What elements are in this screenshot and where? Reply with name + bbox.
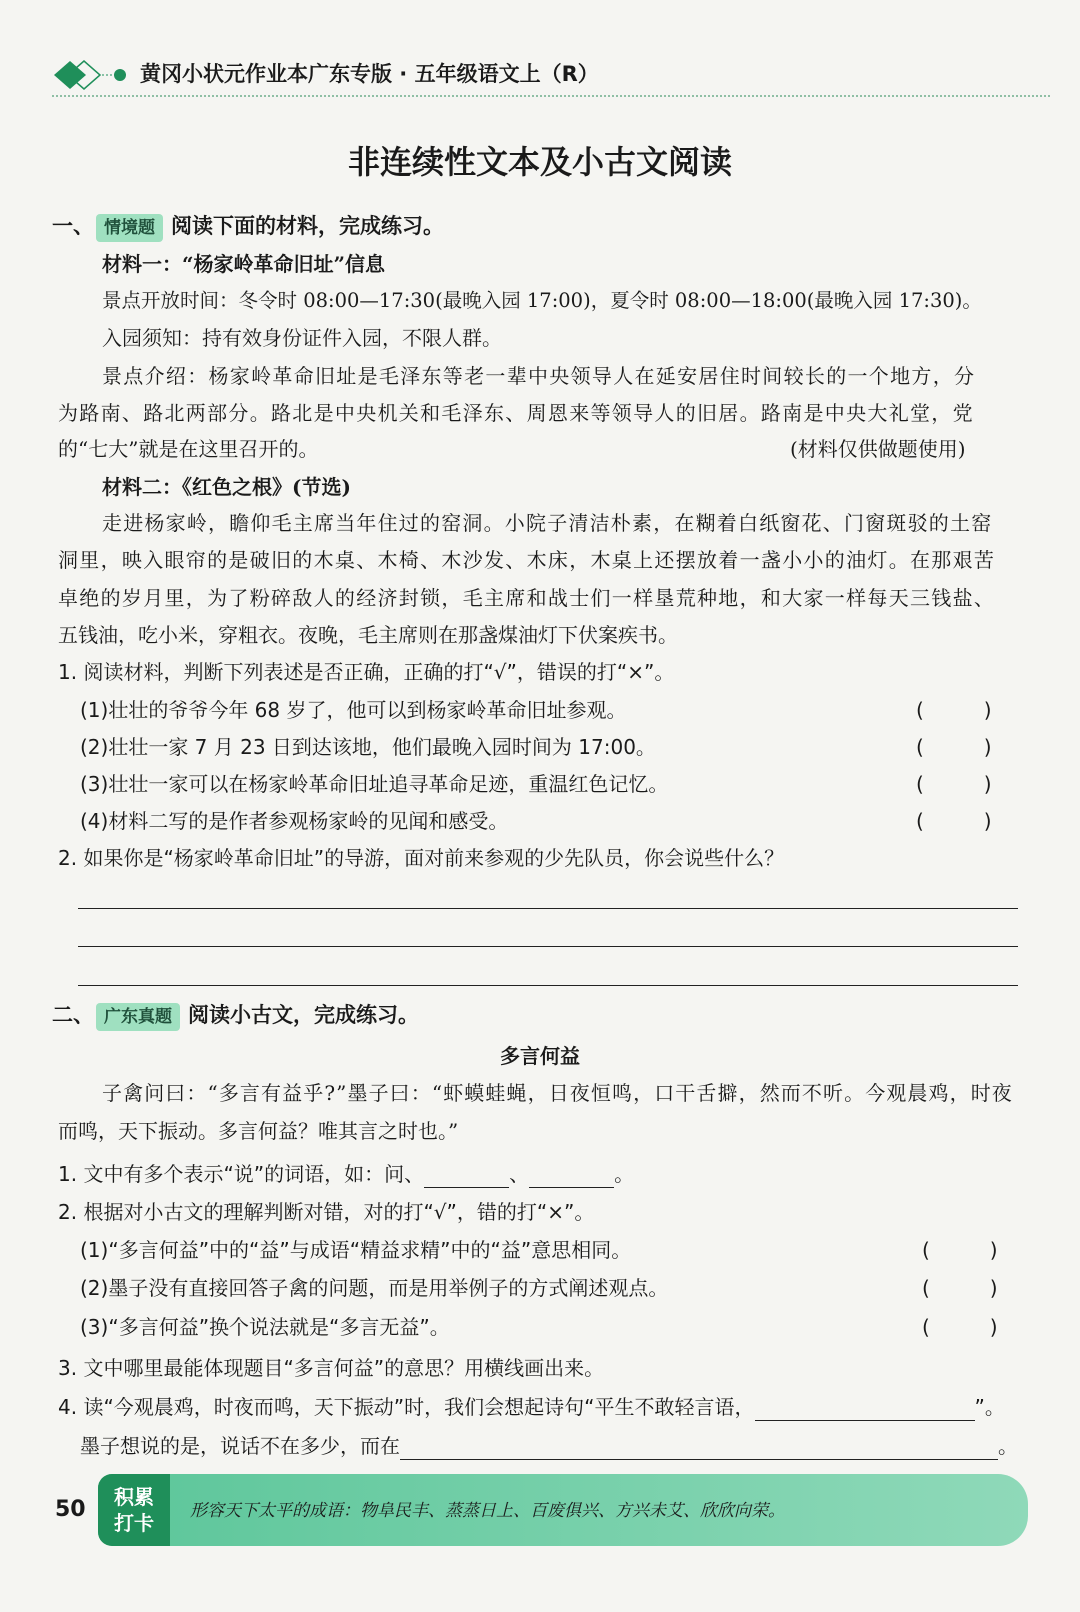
- section-instruction: 阅读小古文，完成练习。: [188, 1003, 419, 1027]
- judge-item: (2)墨子没有直接回答子禽的问题，而是用举例子的方式阐述观点。: [80, 1276, 669, 1300]
- judge-item: (2)壮壮一家 7 月 23 日到达该地，他们最晚入园时间为 17:00。: [80, 735, 656, 759]
- judge-item: (1)壮壮的爷爷今年 68 岁了，他可以到杨家岭革命旧址参观。: [80, 698, 627, 722]
- question-text: 1. 文中有多个表示“说”的词语，如：问、: [58, 1162, 425, 1186]
- material2-title: 材料二：《红色之根》(节选): [102, 475, 351, 499]
- material1-notice: 入园须知：持有效身份证件入园，不限人群。: [102, 326, 502, 350]
- answer-paren[interactable]: ( ): [916, 735, 992, 759]
- material1-intro: 景点介绍：杨家岭革命旧址是毛泽东等老一辈中央领导人在延安居住时间较长的一个地方，分: [102, 364, 976, 388]
- book-title: 黄冈小状元作业本广东专版 · 五年级语文上（R）: [140, 62, 599, 86]
- material2-text: 洞里，映入眼帘的是破旧的木桌、木椅、木沙发、木床，木桌上还摆放着一盏小小的油灯。在那艰苦: [58, 548, 996, 572]
- header-divider: [52, 95, 1050, 97]
- question-3: 3. 文中哪里最能体现题目“多言何益”的意思？用横线画出来。: [58, 1356, 605, 1380]
- answer-paren[interactable]: ( ): [916, 809, 992, 833]
- material2-text: 五钱油，吃小米，穿粗衣。夜晚，毛主席则在那盏煤油灯下伏案疾书。: [58, 623, 678, 647]
- answer-paren[interactable]: ( ): [922, 1315, 998, 1339]
- question-2: 2. 根据对小古文的理解判断对错，对的打“√”，错的打“×”。: [58, 1200, 595, 1224]
- section-instruction: 阅读下面的材料，完成练习。: [171, 214, 444, 238]
- question-1: [58, 1160, 634, 1188]
- section1-heading: [52, 212, 444, 242]
- period: 。: [614, 1162, 635, 1186]
- material1-hours: 景点开放时间：冬令时 08:00—17:30(最晚入园 17:00)，夏令时 08:00—18:00(最晚入园 17:30)。: [102, 289, 982, 312]
- judge-item: (3)壮壮一家可以在杨家岭革命旧址追寻革命足迹，重温红色记忆。: [80, 772, 669, 796]
- question-4: [58, 1393, 1005, 1421]
- answer-paren[interactable]: ( ): [916, 772, 992, 796]
- header-diamond-icon: [50, 58, 130, 92]
- passage-text: 而鸣，天下振动。多言何益？唯其言之时也。”: [58, 1119, 459, 1143]
- page-number: 50: [55, 1497, 86, 1522]
- footer-text: 形容天下太平的成语：物阜民丰、蒸蒸日上、百废俱兴、方兴未艾、欣欣向荣。: [190, 1501, 785, 1521]
- question-text: 墨子想说的是，说话不在多少，而在: [80, 1434, 400, 1458]
- material2-text: 卓绝的岁月里，为了粉碎敌人的经济封锁，毛主席和战士们一样垦荒种地，和大家一样每天三钱盐、: [58, 586, 996, 610]
- answer-paren[interactable]: ( ): [922, 1276, 998, 1300]
- fill-blank[interactable]: [400, 1437, 998, 1460]
- passage-text: 子禽问曰：“多言有益乎?”墨子曰：“虾蟆蛙蝇，日夜恒鸣，口干舌擗，然而不听。今观晨鸡，时夜: [102, 1081, 1013, 1105]
- page-title: 非连续性文本及小古文阅读: [347, 143, 732, 181]
- footer-tag: 积累打卡: [98, 1474, 170, 1546]
- material-note: (材料仅供做题使用): [790, 437, 966, 461]
- judge-item: (4)材料二写的是作者参观杨家岭的见闻和感受。: [80, 809, 509, 833]
- judge-item: (3)“多言何益”换个说法就是“多言无益”。: [80, 1315, 450, 1339]
- question-2: 2. 如果你是“杨家岭革命旧址”的导游，面对前来参观的少先队员，你会说些什么？: [58, 846, 785, 870]
- footer-banner: [98, 1474, 1028, 1546]
- answer-line[interactable]: [78, 946, 1018, 947]
- section-number: 二、: [52, 1003, 94, 1027]
- question-1: 1. 阅读材料，判断下列表述是否正确，正确的打“√”，错误的打“×”。: [58, 660, 675, 684]
- answer-line[interactable]: [78, 908, 1018, 909]
- fill-blank[interactable]: [424, 1165, 509, 1188]
- closing-quote: ”。: [974, 1395, 1005, 1419]
- answer-line[interactable]: [78, 985, 1018, 986]
- section-tag: 情境题: [96, 214, 163, 242]
- passage-title: 多言何益: [500, 1044, 580, 1068]
- answer-paren[interactable]: ( ): [916, 698, 992, 722]
- material1-intro: 为路南、路北两部分。路北是中央机关和毛泽东、周恩来等领导人的旧居。路南是中央大礼堂，党: [58, 401, 974, 425]
- separator: 、: [509, 1162, 530, 1186]
- section2-heading: [52, 1001, 419, 1031]
- fill-blank[interactable]: [755, 1398, 975, 1421]
- answer-paren[interactable]: ( ): [922, 1238, 998, 1262]
- question-text: 4. 读“今观晨鸡，时夜而鸣，天下振动”时，我们会想起诗句“平生不敢轻言语，: [58, 1395, 755, 1419]
- material1-title: 材料一：“杨家岭革命旧址”信息: [102, 252, 386, 276]
- judge-item: (1)“多言何益”中的“益”与成语“精益求精”中的“益”意思相同。: [80, 1238, 632, 1262]
- section-number: 一、: [52, 214, 94, 238]
- period: 。: [998, 1434, 1018, 1458]
- section-tag: 广东真题: [96, 1003, 180, 1031]
- material1-intro: 的“七大”就是在这里召开的。: [58, 437, 319, 461]
- question-4-line2: [80, 1432, 1018, 1460]
- fill-blank[interactable]: [529, 1165, 614, 1188]
- material2-text: 走进杨家岭，瞻仰毛主席当年住过的窑洞。小院子清洁朴素，在糊着白纸窗花、门窗斑驳的土窑: [102, 511, 993, 535]
